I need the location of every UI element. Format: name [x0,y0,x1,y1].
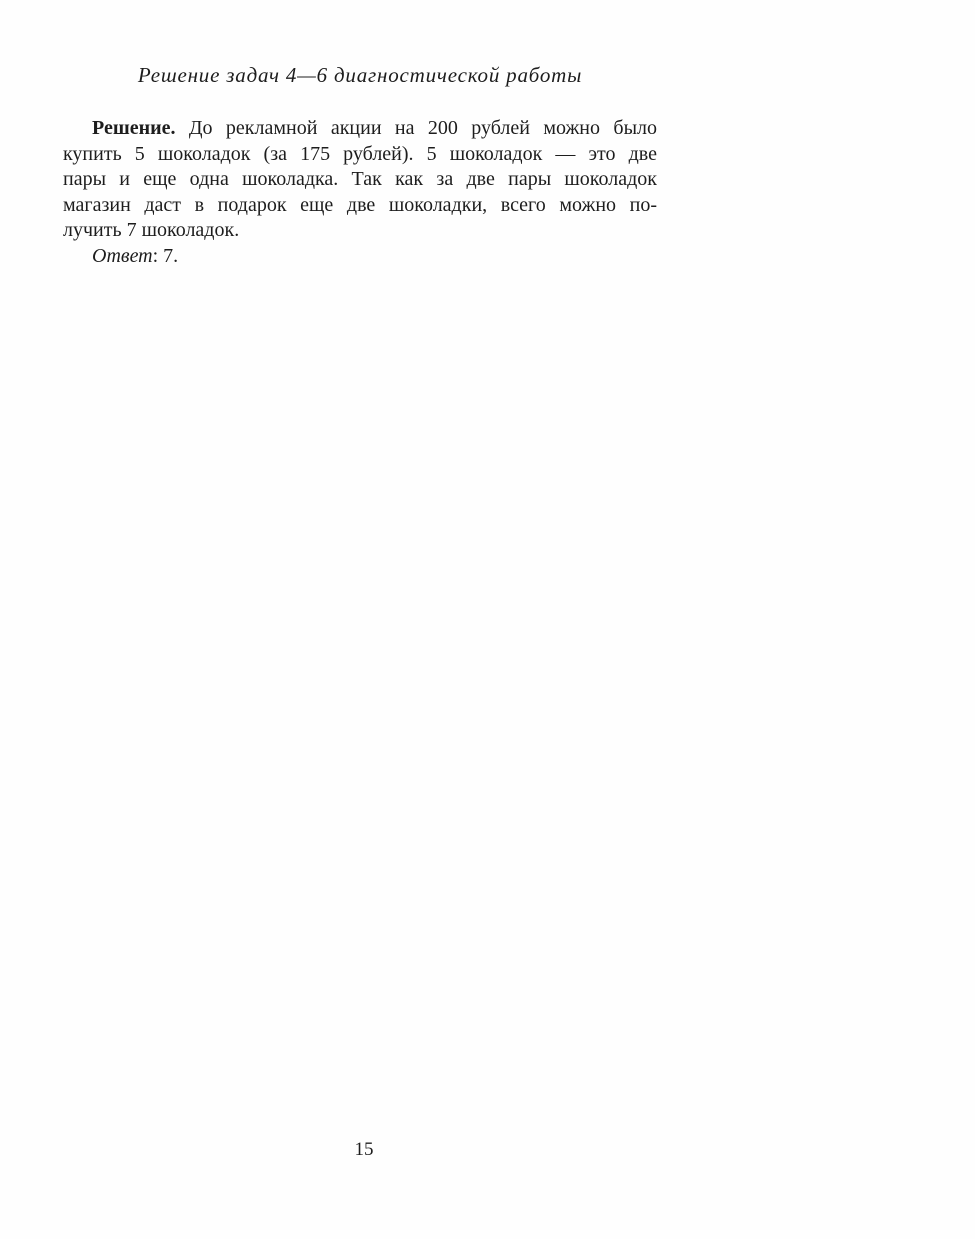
answer-label: Ответ [92,244,153,267]
solution-line-text: До рекламной акции на 200 рублей можно было [175,117,657,139]
solution-line: лучить 7 шоколадок. [63,219,240,241]
solution-line: купить 5 шоколадок (за 175 рублей). 5 шоколадок — это две [63,142,657,165]
solution-paragraph [63,116,657,269]
page-content [63,62,657,269]
solution-label: Решение. [92,117,176,139]
page-number: 15 [354,1139,374,1160]
solution-line: магазин даст в подарок еще две шоколадки, всего можно по- [63,193,657,216]
solution-line: пары и еще одна шоколадка. Так как за две пары шоколадок [63,168,657,190]
answer-value: : 7. [152,244,179,267]
running-head: Решение задач 4—6 диагностической работы [137,63,583,87]
solution-line [63,116,657,142]
answer-line [63,244,657,270]
